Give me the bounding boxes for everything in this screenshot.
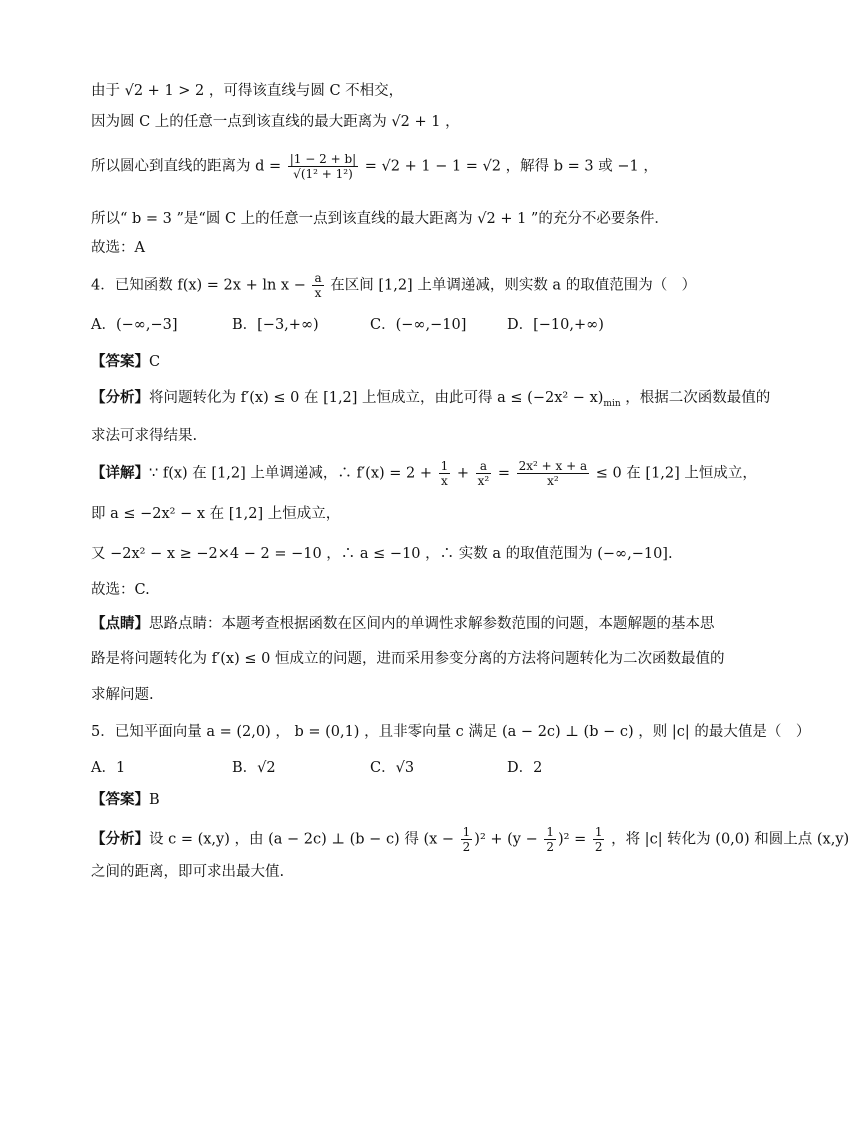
q4-detail-frac-3 <box>517 459 590 488</box>
distance-result: = √2 + 1 − 1 = √2 ，解得 b = 3 或 −1 ， <box>360 158 658 175</box>
tips-tag: 【点睛】 <box>91 616 149 632</box>
q4-detail-line-2: 即 a ≤ −2x² − x 在 [1,2] 上恒成立， <box>91 506 341 522</box>
distance-denominator: √(1² + 1²) <box>293 167 353 181</box>
q4-choice: 故选：C. <box>91 582 150 598</box>
answer-tag: 【答案】 <box>91 354 149 370</box>
q5-frac-3-den: 2 <box>594 840 603 854</box>
q4-analysis-line-2: 求法可求得结果. <box>91 428 198 444</box>
answer-tag: 【答案】 <box>91 792 149 808</box>
q5-frac-1 <box>461 825 473 854</box>
q5-frac-2-num: 1 <box>546 825 554 839</box>
frac-1-num: 1 <box>440 459 449 473</box>
q5-answer-value: B <box>149 792 160 808</box>
analysis-tag: 【分析】 <box>91 390 149 406</box>
q4-option-b: B．[−3,+∞) <box>232 317 319 333</box>
q5-analysis-a: 设 c = (x,y) ，由 (a − 2c) ⊥ (b − c) 得 (x − <box>149 831 459 848</box>
q4-detail-line-1 <box>91 459 757 488</box>
q5-frac-1-num: 1 <box>462 825 471 839</box>
q4-tips-text: 思路点睛：本题考查根据函数在区间内的单调性求解参数范围的问题，本题解题的基本思 <box>149 616 715 632</box>
frac-2-num: a <box>476 459 492 474</box>
q4-analysis-line-1 <box>91 387 770 415</box>
q4-fraction-denominator: x <box>314 286 322 300</box>
q4-detail-frac-1 <box>439 459 451 488</box>
q5-option-d: D．2 <box>507 760 543 776</box>
q5-option-a: A．1 <box>91 760 126 776</box>
solution-line-1: 由于 √2 + 1 > 2 ，可得该直线与圆 C 不相交， <box>91 83 404 99</box>
q5-analysis-line-1 <box>91 825 849 854</box>
q4-tips-line-1 <box>91 613 715 635</box>
frac-2-den: x² <box>477 474 490 488</box>
min-subscript: min <box>603 398 621 409</box>
frac-3-num: 2x² + x + a <box>518 459 588 473</box>
q4-answer <box>91 351 160 373</box>
distance-fraction <box>288 152 358 181</box>
q5-analysis-line-2: 之间的距离，即可求出最大值. <box>91 864 285 880</box>
solution-line-3 <box>91 152 658 181</box>
q5-analysis-d: ，将 |c| 转化为 (0,0) 和圆上点 (x,y) <box>606 831 849 848</box>
distance-text: 所以圆心到直线的距离为 d = <box>91 158 286 175</box>
q4-stem-end: 在区间 [1,2] 上单调递减，则实数 a 的取值范围为（ ） <box>325 277 697 294</box>
q4-option-c: C．(−∞,−10] <box>370 317 467 333</box>
q4-answer-value: C <box>149 354 161 370</box>
q4-detail-text-b: + <box>452 465 474 482</box>
q5-frac-2-den: 2 <box>546 840 554 854</box>
q4-analysis-text: 将问题转化为 f′(x) ≤ 0 在 [1,2] 上恒成立，由此可得 a ≤ (−2x² − x) <box>149 390 604 406</box>
q4-option-a: A．(−∞,−3] <box>91 317 178 333</box>
q4-fraction <box>312 271 323 300</box>
q4-detail-text-d: ≤ 0 在 [1,2] 上恒成立， <box>591 465 757 482</box>
question-5-stem: 5．已知平面向量 a = (2,0) ， b = (0,1) ，且非零向量 c 满足 (a − 2c) ⊥ (b − c) ，则 |c| 的最大值是（ ） <box>91 724 811 740</box>
q5-frac-2 <box>544 825 556 854</box>
solution-choice: 故选：A <box>91 240 145 256</box>
q4-tips-line-3: 求解问题. <box>91 687 154 703</box>
q5-frac-3-num: 1 <box>594 825 603 839</box>
q4-detail-text-c: = <box>493 465 515 482</box>
q4-analysis-end: ，根据二次函数最值的 <box>620 390 771 406</box>
q4-detail-frac-2 <box>476 459 492 488</box>
frac-3-den: x² <box>547 474 559 488</box>
q5-option-b: B．√2 <box>232 760 276 776</box>
distance-numerator: |1 − 2 + b| <box>289 152 357 166</box>
solution-line-4: 所以“ b = 3 ”是“圆 C 上的任意一点到该直线的最大距离为 √2 + 1 ”的充分不必要条件． <box>91 211 669 227</box>
detail-tag: 【详解】 <box>91 465 149 482</box>
q5-analysis-c: )² = <box>557 831 591 848</box>
q5-frac-3 <box>593 825 605 854</box>
q4-tips-line-2: 路是将问题转化为 f′(x) ≤ 0 恒成立的问题，进而采用参变分离的方法将问题转化为二次函数最值的 <box>91 651 725 667</box>
q5-frac-1-den: 2 <box>462 840 471 854</box>
frac-1-den: x <box>441 474 448 488</box>
q5-option-c: C．√3 <box>370 760 415 776</box>
q4-option-d: D．[−10,+∞) <box>507 317 604 333</box>
analysis-tag: 【分析】 <box>91 831 149 848</box>
solution-line-2: 因为圆 C 上的任意一点到该直线的最大距离为 √2 + 1 ， <box>91 114 460 130</box>
q5-answer <box>91 789 160 811</box>
q4-detail-line-3: 又 −2x² − x ≥ −2×4 − 2 = −10 ，∴ a ≤ −10 ，∴ 实数 a 的取值范围为 (−∞,−10]. <box>91 546 673 562</box>
question-4-stem <box>91 271 696 300</box>
q5-analysis-b: )² + (y − <box>474 831 543 848</box>
q4-stem-start: 4．已知函数 f(x) = 2x + ln x − <box>91 277 311 294</box>
q4-detail-text-a: ∵ f(x) 在 [1,2] 上单调递减，∴ f′(x) = 2 + <box>149 465 437 482</box>
q4-fraction-numerator: a <box>314 271 322 285</box>
